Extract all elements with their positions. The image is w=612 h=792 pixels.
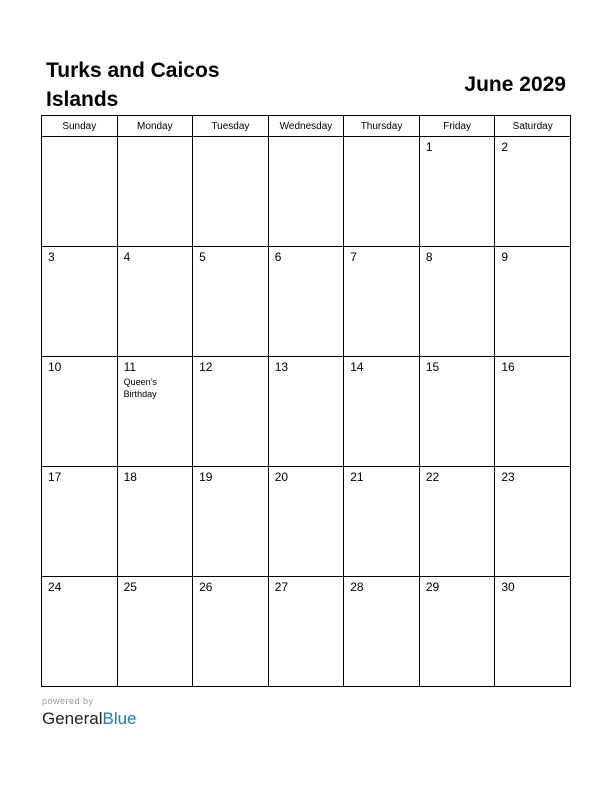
week-row-5 (42, 577, 571, 687)
day-cell (42, 247, 118, 357)
day-cell (193, 467, 269, 577)
day-cell (117, 247, 193, 357)
day-number: 30 (501, 580, 515, 594)
day-cell (344, 137, 420, 247)
day-cell (117, 137, 193, 247)
weekday-thursday: Thursday (344, 116, 420, 137)
day-cell (193, 357, 269, 467)
week-row-3 (42, 357, 571, 467)
brand-general-text: General (42, 709, 103, 728)
day-cell (117, 357, 193, 467)
day-cell (419, 467, 495, 577)
day-cell (268, 137, 344, 247)
day-number: 20 (274, 470, 289, 484)
day-cell (344, 357, 420, 467)
weekday-tuesday: Tuesday (193, 116, 269, 137)
day-cell (117, 467, 193, 577)
weekday-wednesday: Wednesday (268, 116, 344, 137)
day-cell (495, 467, 571, 577)
day-cell (419, 577, 495, 687)
day-number: 3 (48, 250, 55, 264)
day-number: 14 (350, 360, 364, 374)
day-number: 15 (425, 360, 440, 374)
day-number: 21 (350, 470, 364, 484)
day-number: 27 (274, 580, 289, 594)
weekday-saturday: Saturday (495, 116, 571, 137)
day-cell (344, 467, 420, 577)
day-cell (268, 467, 344, 577)
weekday-header-row (42, 116, 571, 137)
day-number: 1 (425, 140, 433, 154)
day-cell (193, 577, 269, 687)
day-number: 23 (501, 470, 515, 484)
country-title: Turks and Caicos Islands (46, 59, 220, 111)
day-cell (419, 247, 495, 357)
day-number: 22 (425, 470, 440, 484)
generalblue-logo (42, 708, 137, 730)
day-cell (495, 137, 571, 247)
holiday-label: Queen’s Birthday (123, 377, 157, 399)
day-number: 17 (48, 470, 62, 484)
week-row-1 (42, 137, 571, 247)
day-cell (495, 247, 571, 357)
day-number: 28 (350, 580, 364, 594)
day-number: 25 (123, 580, 137, 594)
month-year-title: June 2029 (464, 73, 566, 96)
generalblue-branding (42, 696, 137, 730)
day-cell (344, 247, 420, 357)
day-number: 13 (274, 360, 289, 374)
week-row-4 (42, 467, 571, 577)
day-number: 6 (274, 250, 282, 264)
day-cell (193, 137, 269, 247)
day-cell (419, 137, 495, 247)
day-cell (419, 357, 495, 467)
day-number: 26 (199, 580, 213, 594)
day-cell (268, 247, 344, 357)
day-number: 4 (123, 250, 131, 264)
weekday-monday: Monday (117, 116, 193, 137)
day-cell (268, 577, 344, 687)
day-number: 9 (501, 250, 509, 264)
day-number: 2 (501, 140, 509, 154)
day-number: 16 (501, 360, 515, 374)
week-row-2 (42, 247, 571, 357)
day-cell (268, 357, 344, 467)
day-number: 8 (425, 250, 433, 264)
day-cell (42, 467, 118, 577)
day-cell (42, 577, 118, 687)
day-number: 7 (350, 250, 357, 264)
powered-by-text: powered by (42, 696, 94, 706)
day-cell (42, 137, 118, 247)
brand-blue-text: Blue (102, 709, 137, 728)
day-number: 12 (199, 360, 213, 374)
weekday-friday: Friday (419, 116, 495, 137)
day-number: 11 (123, 360, 137, 374)
weekday-sunday: Sunday (42, 116, 118, 137)
day-cell (344, 577, 420, 687)
day-number: 24 (48, 580, 62, 594)
calendar-grid (41, 115, 571, 687)
day-number: 19 (199, 470, 213, 484)
day-cell (117, 577, 193, 687)
day-number: 10 (48, 360, 62, 374)
day-cell (42, 357, 118, 467)
day-cell (193, 247, 269, 357)
day-cell (495, 577, 571, 687)
day-number: 18 (123, 470, 137, 484)
day-cell (495, 357, 571, 467)
day-number: 5 (199, 250, 206, 264)
day-number: 29 (425, 580, 440, 594)
